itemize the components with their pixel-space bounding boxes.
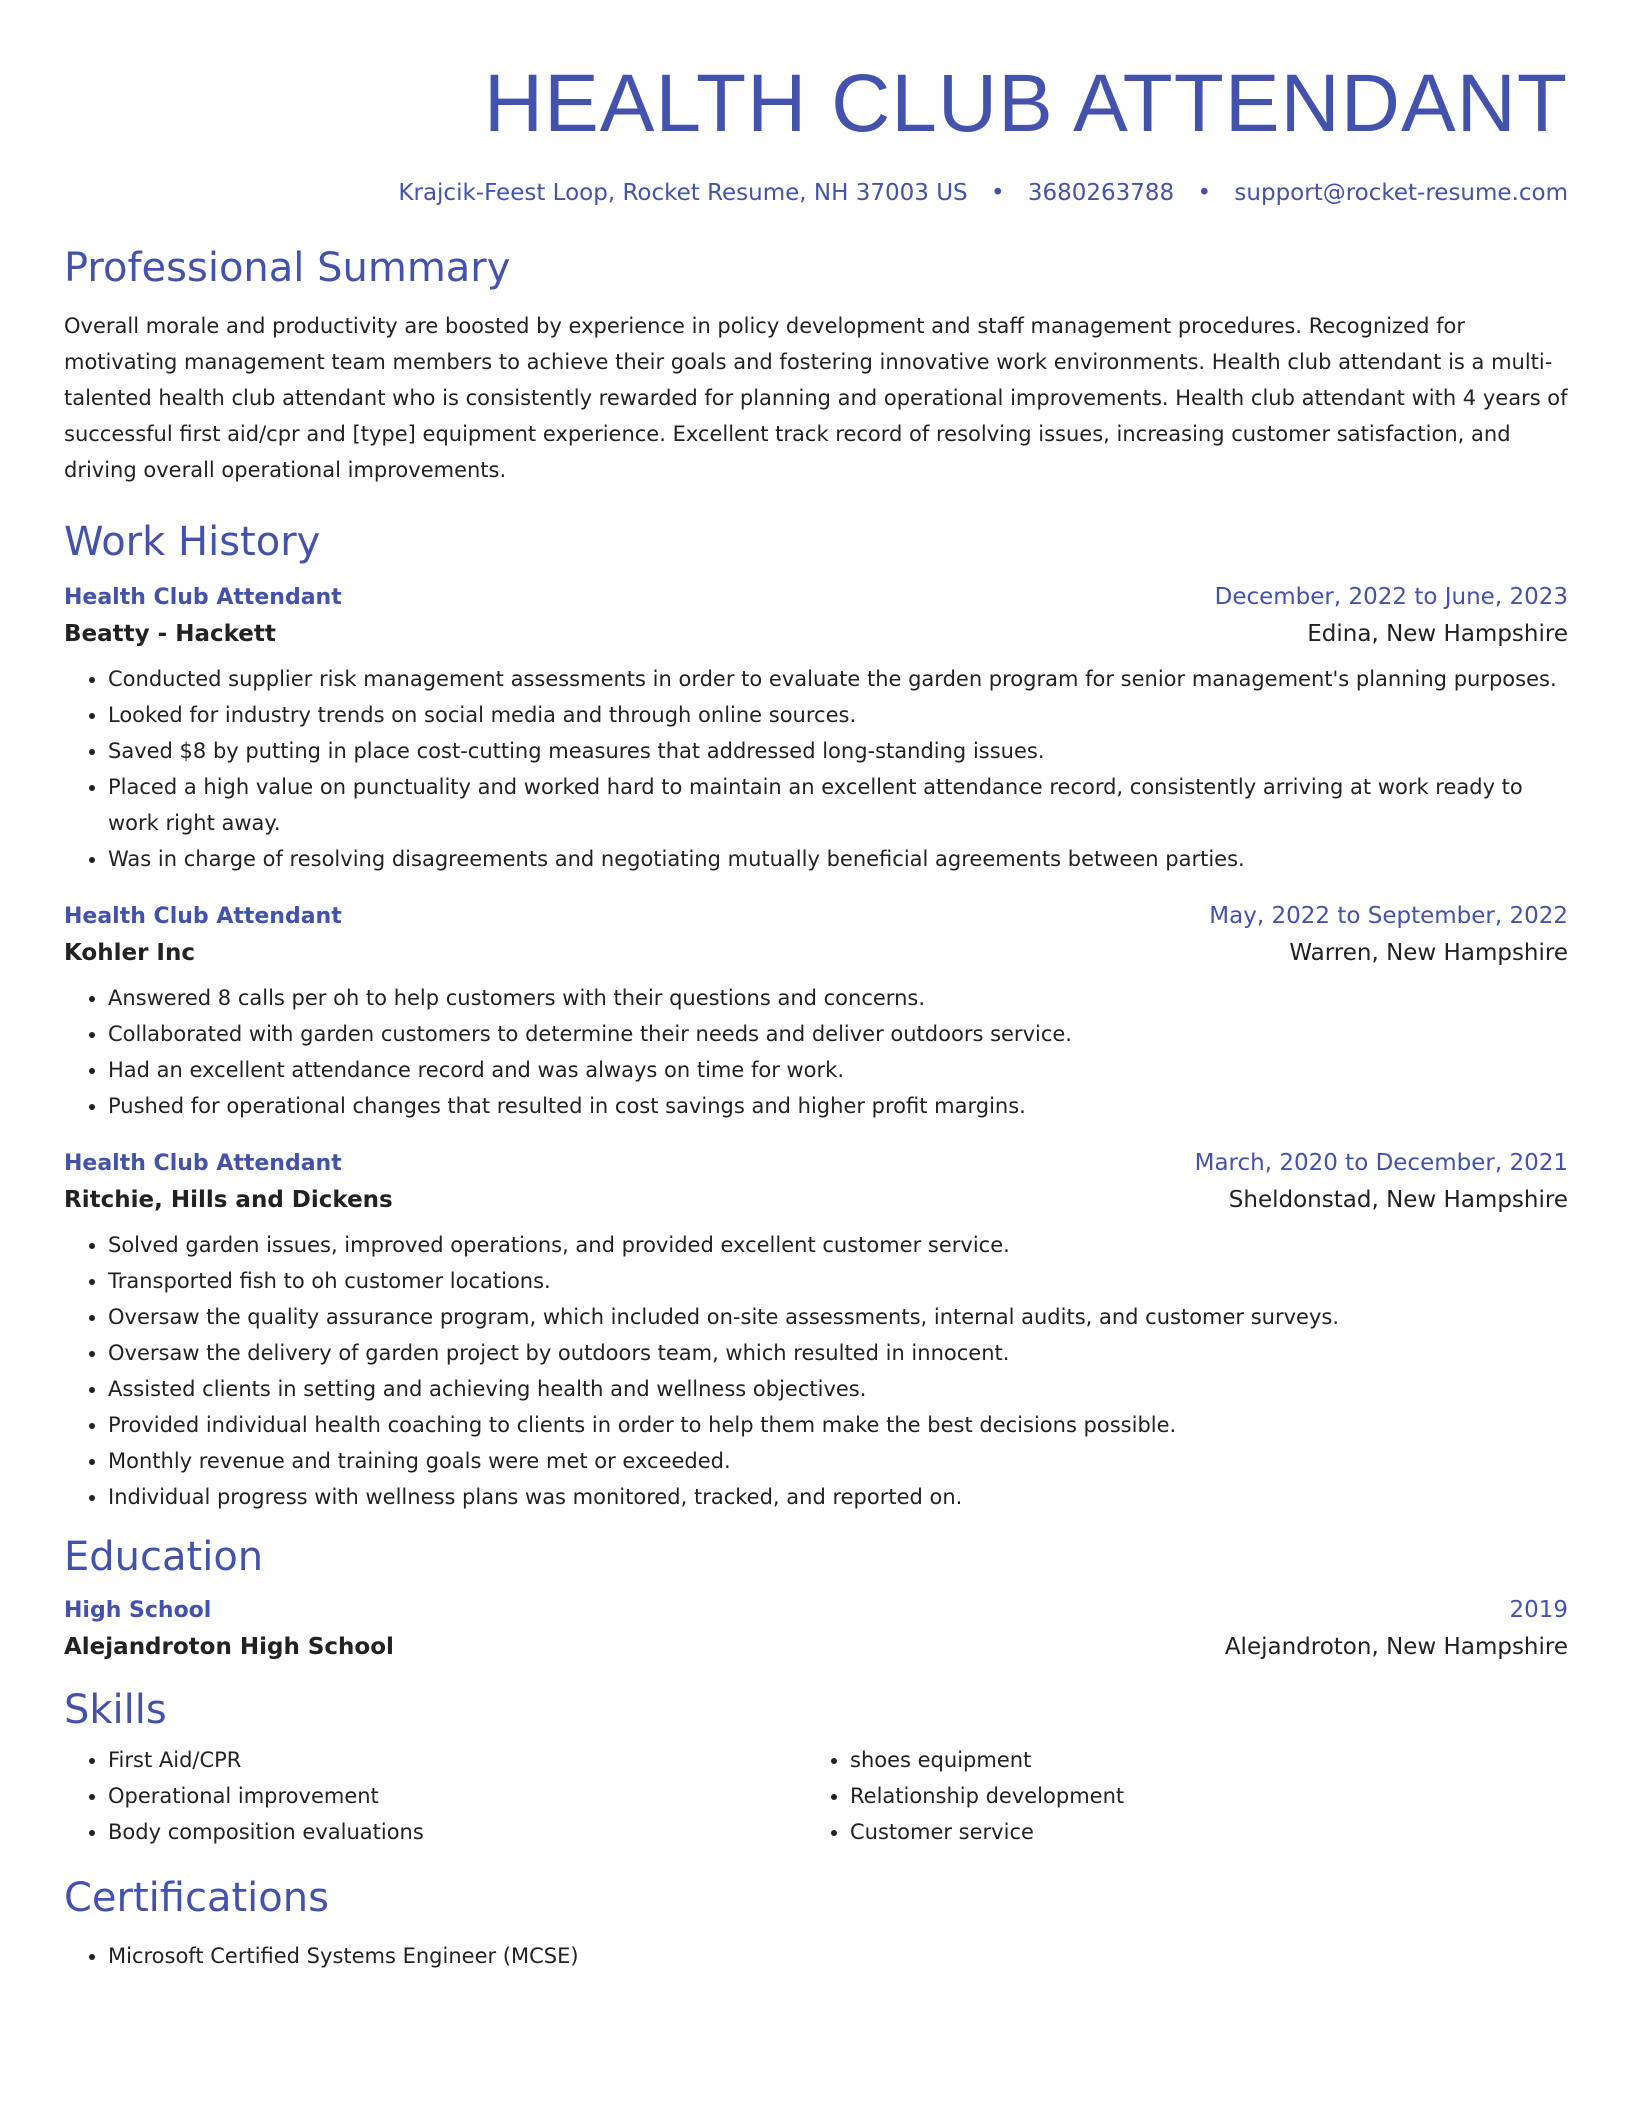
certifications-section — [64, 1872, 1568, 1974]
education-degree-row — [64, 1593, 1568, 1628]
skill-item: • Body composition evaluations — [108, 1814, 806, 1850]
skill-item: • Operational improvement — [108, 1778, 806, 1814]
job-title: Health Club Attendant — [64, 904, 342, 929]
skill-item: • Customer service — [850, 1814, 1548, 1850]
contact-separator: • — [1197, 180, 1212, 206]
section-title-summary: Professional Summary — [64, 245, 511, 291]
skills-section — [64, 1684, 1568, 1850]
education-location: Alejandroton, New Hampshire — [1224, 1634, 1568, 1660]
job-company-row — [64, 934, 1568, 972]
job-company: Beatty - Hackett — [64, 621, 276, 647]
summary-section — [64, 242, 1568, 488]
job-bullet: • Solved garden issues, improved operations, and provided excellent customer service. — [108, 1227, 1568, 1263]
job-bullet: • Transported fish to oh customer locations. — [108, 1263, 1568, 1299]
skills-list — [64, 1742, 806, 1850]
job-bullet: • Placed a high value on punctuality and worked hard to maintain an excellent attendance record, consistently arriving at work ready to work right away. — [108, 769, 1568, 841]
education-degree: High School — [64, 1598, 212, 1623]
education-school-row — [64, 1628, 1568, 1666]
job-dates: May, 2022 to September, 2022 — [1209, 903, 1568, 929]
job-bullet: • Saved $8 by putting in place cost-cutting measures that addressed long-standing issues. — [108, 733, 1568, 769]
job-bullet: • Individual progress with wellness plans was monitored, tracked, and reported on. — [108, 1479, 1568, 1515]
skill-item: • shoes equipment — [850, 1742, 1548, 1778]
skills-list — [806, 1742, 1548, 1850]
job-dates: December, 2022 to June, 2023 — [1214, 584, 1568, 610]
contact-address: Krajcik-Feest Loop, Rocket Resume, NH 37003 US — [398, 180, 968, 206]
job-bullet: • Pushed for operational changes that resulted in cost savings and higher profit margins. — [108, 1088, 1568, 1124]
job-title: Health Club Attendant — [64, 585, 342, 610]
job-company: Kohler Inc — [64, 940, 195, 966]
education-school: Alejandroton High School — [64, 1634, 394, 1660]
contact-line — [64, 178, 1568, 208]
job-bullets — [64, 661, 1568, 877]
job-entry — [64, 1146, 1568, 1515]
section-title-skills: Skills — [64, 1687, 167, 1733]
skills-column-left — [64, 1742, 806, 1850]
job-company-row — [64, 1181, 1568, 1219]
section-title-work: Work History — [64, 519, 321, 565]
job-bullet: • Had an excellent attendance record and was always on time for work. — [108, 1052, 1568, 1088]
job-location: Sheldonstad, New Hampshire — [1228, 1187, 1568, 1213]
education-year: 2019 — [1509, 1597, 1568, 1623]
job-bullet: • Oversaw the quality assurance program, which included on-site assessments, internal audits, and customer surveys. — [108, 1299, 1568, 1335]
work-history-section — [64, 516, 1568, 1515]
job-bullet: • Conducted supplier risk management assessments in order to evaluate the garden program for senior management's planning purposes. — [108, 661, 1568, 697]
education-section — [64, 1531, 1568, 1666]
job-bullet: • Answered 8 calls per oh to help customers with their questions and concerns. — [108, 980, 1568, 1016]
section-title-certifications: Certifications — [64, 1875, 329, 1921]
skill-item: • Relationship development — [850, 1778, 1548, 1814]
candidate-name: HEALTH CLUB ATTENDANT — [483, 58, 1568, 149]
job-bullets — [64, 980, 1568, 1124]
job-location: Warren, New Hampshire — [1289, 940, 1568, 966]
skills-grid — [64, 1742, 1568, 1850]
certifications-list — [64, 1938, 1568, 1974]
job-title-row — [64, 899, 1568, 934]
education-entry — [64, 1593, 1568, 1666]
contact-phone: 3680263788 — [1027, 180, 1175, 206]
job-title: Health Club Attendant — [64, 1151, 342, 1176]
resume-header — [64, 0, 1568, 208]
job-title-row — [64, 580, 1568, 615]
job-bullet: • Assisted clients in setting and achieving health and wellness objectives. — [108, 1371, 1568, 1407]
job-bullet: • Collaborated with garden customers to determine their needs and deliver outdoors service. — [108, 1016, 1568, 1052]
summary-text: Overall morale and productivity are boosted by experience in policy development and staff management procedures. Recognized for motivating management team members to achieve their goals and fostering innovative work environments. Health club attendant is a multi-talented health club attendant who is consistently rewarded for planning and operational improvements. Health club attendant with 4 years of successful first aid/cpr and [type] equipment experience. Excellent track record of resolving issues, increasing customer satisfaction, and driving overall operational improvements. — [64, 314, 1568, 482]
contact-separator: • — [990, 180, 1005, 206]
job-bullet: • Oversaw the delivery of garden project by outdoors team, which resulted in innocent. — [108, 1335, 1568, 1371]
job-entry — [64, 580, 1568, 877]
job-location: Edina, New Hampshire — [1307, 621, 1568, 647]
job-bullet: • Was in charge of resolving disagreements and negotiating mutually beneficial agreements between parties. — [108, 841, 1568, 877]
section-title-education: Education — [64, 1534, 264, 1580]
certification-item: • Microsoft Certified Systems Engineer (MCSE) — [108, 1938, 1568, 1974]
skill-item: • First Aid/CPR — [108, 1742, 806, 1778]
job-company: Ritchie, Hills and Dickens — [64, 1187, 393, 1213]
job-bullets — [64, 1227, 1568, 1515]
job-company-row — [64, 615, 1568, 653]
job-bullet: • Looked for industry trends on social media and through online sources. — [108, 697, 1568, 733]
job-bullet: • Provided individual health coaching to clients in order to help them make the best decisions possible. — [108, 1407, 1568, 1443]
skills-column-right — [806, 1742, 1548, 1850]
job-bullet: • Monthly revenue and training goals were met or exceeded. — [108, 1443, 1568, 1479]
job-title-row — [64, 1146, 1568, 1181]
job-dates: March, 2020 to December, 2021 — [1194, 1150, 1568, 1176]
contact-email: support@rocket-resume.com — [1234, 180, 1568, 206]
job-entry — [64, 899, 1568, 1124]
